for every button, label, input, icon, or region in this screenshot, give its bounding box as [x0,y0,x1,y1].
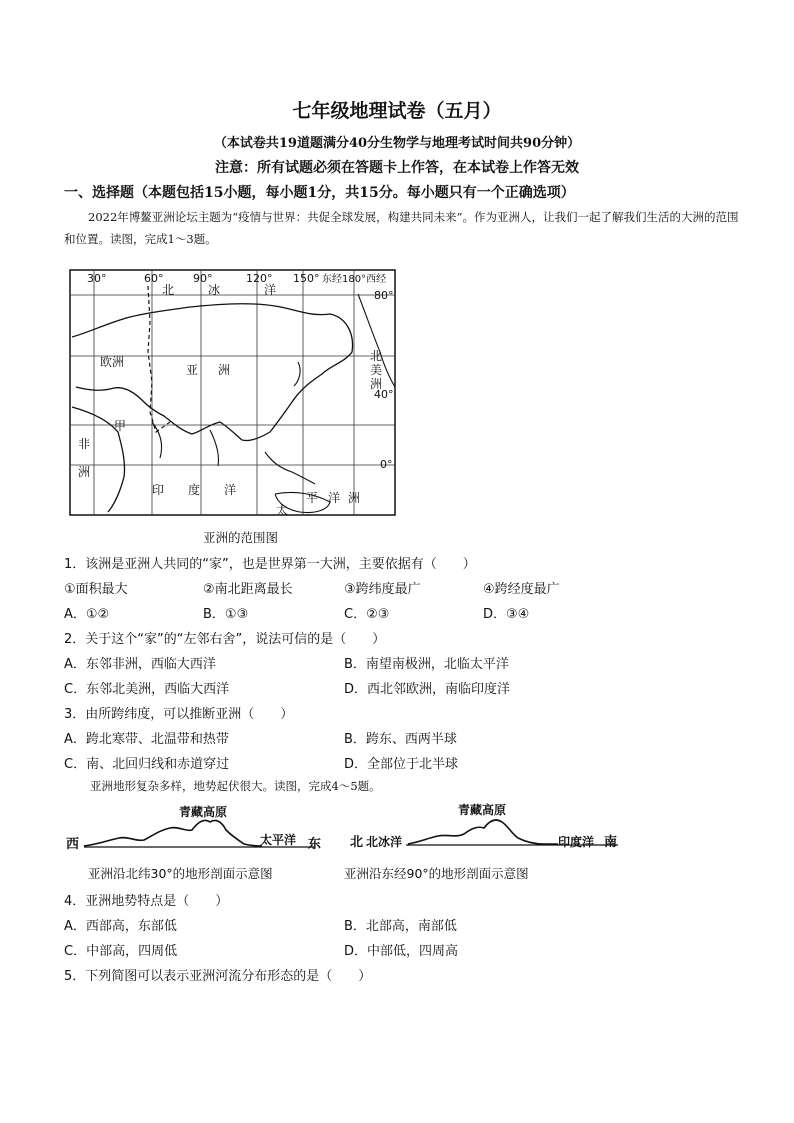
lon-label: 30° [87,272,107,285]
answer-option[interactable]: D．全部位于北半球 [344,757,459,772]
lon-label: 150° [293,272,320,285]
map-label: 太 [276,503,289,517]
intro-paragraph-2: 亚洲地形复杂多样，地势起伏很大。读图，完成4～5题。 [90,779,381,793]
map-label: 洲 [218,363,231,377]
answer-option[interactable]: D．③④ [483,607,530,622]
map-label: 非 [78,437,91,451]
answer-option[interactable]: C．中部高，四周低 [64,944,178,959]
asia-map [60,262,410,522]
statement-item: ②南北距离最长 [203,582,293,597]
answer-option[interactable]: C．②③ [344,607,390,622]
profile-ocean: 太平洋 [260,833,297,847]
exam-notice: 注意：所有试题必须在答题卡上作答，在本试卷上作答无效 [215,160,579,176]
profile-caption: 亚洲沿东经90°的地形剖面示意图 [344,866,529,881]
map-label: 洲 [78,465,91,479]
map-label: 洋 [224,483,237,497]
profile-west: 西 [66,837,80,852]
map-label: 洲 [348,491,361,505]
answer-option[interactable]: D．西北邻欧洲，南临印度洋 [344,682,511,697]
map-label: 美 [370,363,383,377]
intro-paragraph: 2022年博鳌亚洲论坛主题为“疫情与世界：共促全球发展，构建共同未来”。作为亚洲人，让我们一起了解我们生活的大洲的范围和位置。读图，完成1～3题。 [64,210,739,246]
answer-option[interactable]: A．①② [64,607,110,622]
lat-label: 80° [374,289,394,302]
profile-90E [348,798,628,856]
statement-item: ③跨纬度最广 [344,582,421,597]
profile-east: 东 [308,837,322,852]
answer-option[interactable]: B．跨东、西两半球 [344,732,457,747]
profile-line [408,820,558,844]
question-1: 1．该洲是亚洲人共同的“家”，也是世界第一大洲，主要依据有（ ） [64,557,476,572]
question-2: 2．关于这个“家”的“左邻右舍”，说法可信的是（ ） [64,632,386,647]
profile-plateau-label: 青藏高原 [458,803,507,817]
lat-label: 40° [374,388,394,401]
map-label: 欧洲 [100,355,125,369]
answer-option[interactable]: A．跨北寒带、北温带和热带 [64,732,229,747]
map-label: 洋 [264,283,277,297]
map-label: 甲 [114,419,127,433]
answer-option[interactable]: B．南望南极洲，北临太平洋 [344,657,509,672]
lon-label: 60° [144,272,164,285]
answer-option[interactable]: A．西部高，东部低 [64,919,177,934]
lon-label: 90° [193,272,213,285]
answer-option[interactable]: C．东邻北美洲，西临大西洋 [64,682,230,697]
answer-option[interactable]: C．南、北回归线和赤道穿过 [64,757,230,772]
map-label: 亚 [186,363,199,377]
lat-label: 0° [380,458,393,471]
map-label: 冰 [208,283,221,297]
statement-item: ①面积最大 [64,582,128,597]
answer-option[interactable]: B．①③ [203,607,249,622]
profile-north: 北 [350,835,364,850]
answer-option[interactable]: D．中部低，四周高 [344,944,459,959]
map-label: 平 [306,491,319,505]
map-label: 北 [162,283,175,297]
profile-plateau-label: 青藏高原 [179,805,228,819]
question-5: 5．下列简图可以表示亚洲河流分布形态的是（ ） [64,969,372,984]
map-label: 洋 [328,491,341,505]
profile-arctic: 北冰洋 [366,835,403,849]
question-4: 4．亚洲地势特点是（ ） [64,894,229,909]
exam-title: 七年级地理试卷（五月） [292,100,502,122]
question-3: 3．由所跨纬度，可以推断亚洲（ ） [64,707,294,722]
answer-option[interactable]: B．北部高，南部低 [344,919,457,934]
map-label: 北 [370,349,383,363]
answer-option[interactable]: A．东邻非洲，西临大西洋 [64,657,216,672]
profile-south: 南 [604,835,618,850]
profile-caption: 亚洲沿北纬30°的地形剖面示意图 [88,866,273,881]
lon-label: 120° [246,272,273,285]
map-label: 度 [188,483,201,497]
profile-ocean: 印度洋 [558,835,595,849]
section-heading: 一、选择题（本题包括15小题，每小题1分，共15分。每小题只有一个正确选项） [64,185,575,201]
map-frame [70,270,395,515]
map-label: 洲 [370,377,383,391]
map-caption: 亚洲的范围图 [203,530,279,545]
lon-label: 东经180°西经 [322,274,387,285]
profile-30N [64,800,334,858]
exam-subtitle: （本试卷共19道题满分40分生物学与地理考试时间共90分钟） [213,136,581,151]
statement-item: ④跨经度最广 [483,582,560,597]
profile-line [84,820,262,846]
map-label: 印 [152,483,165,497]
